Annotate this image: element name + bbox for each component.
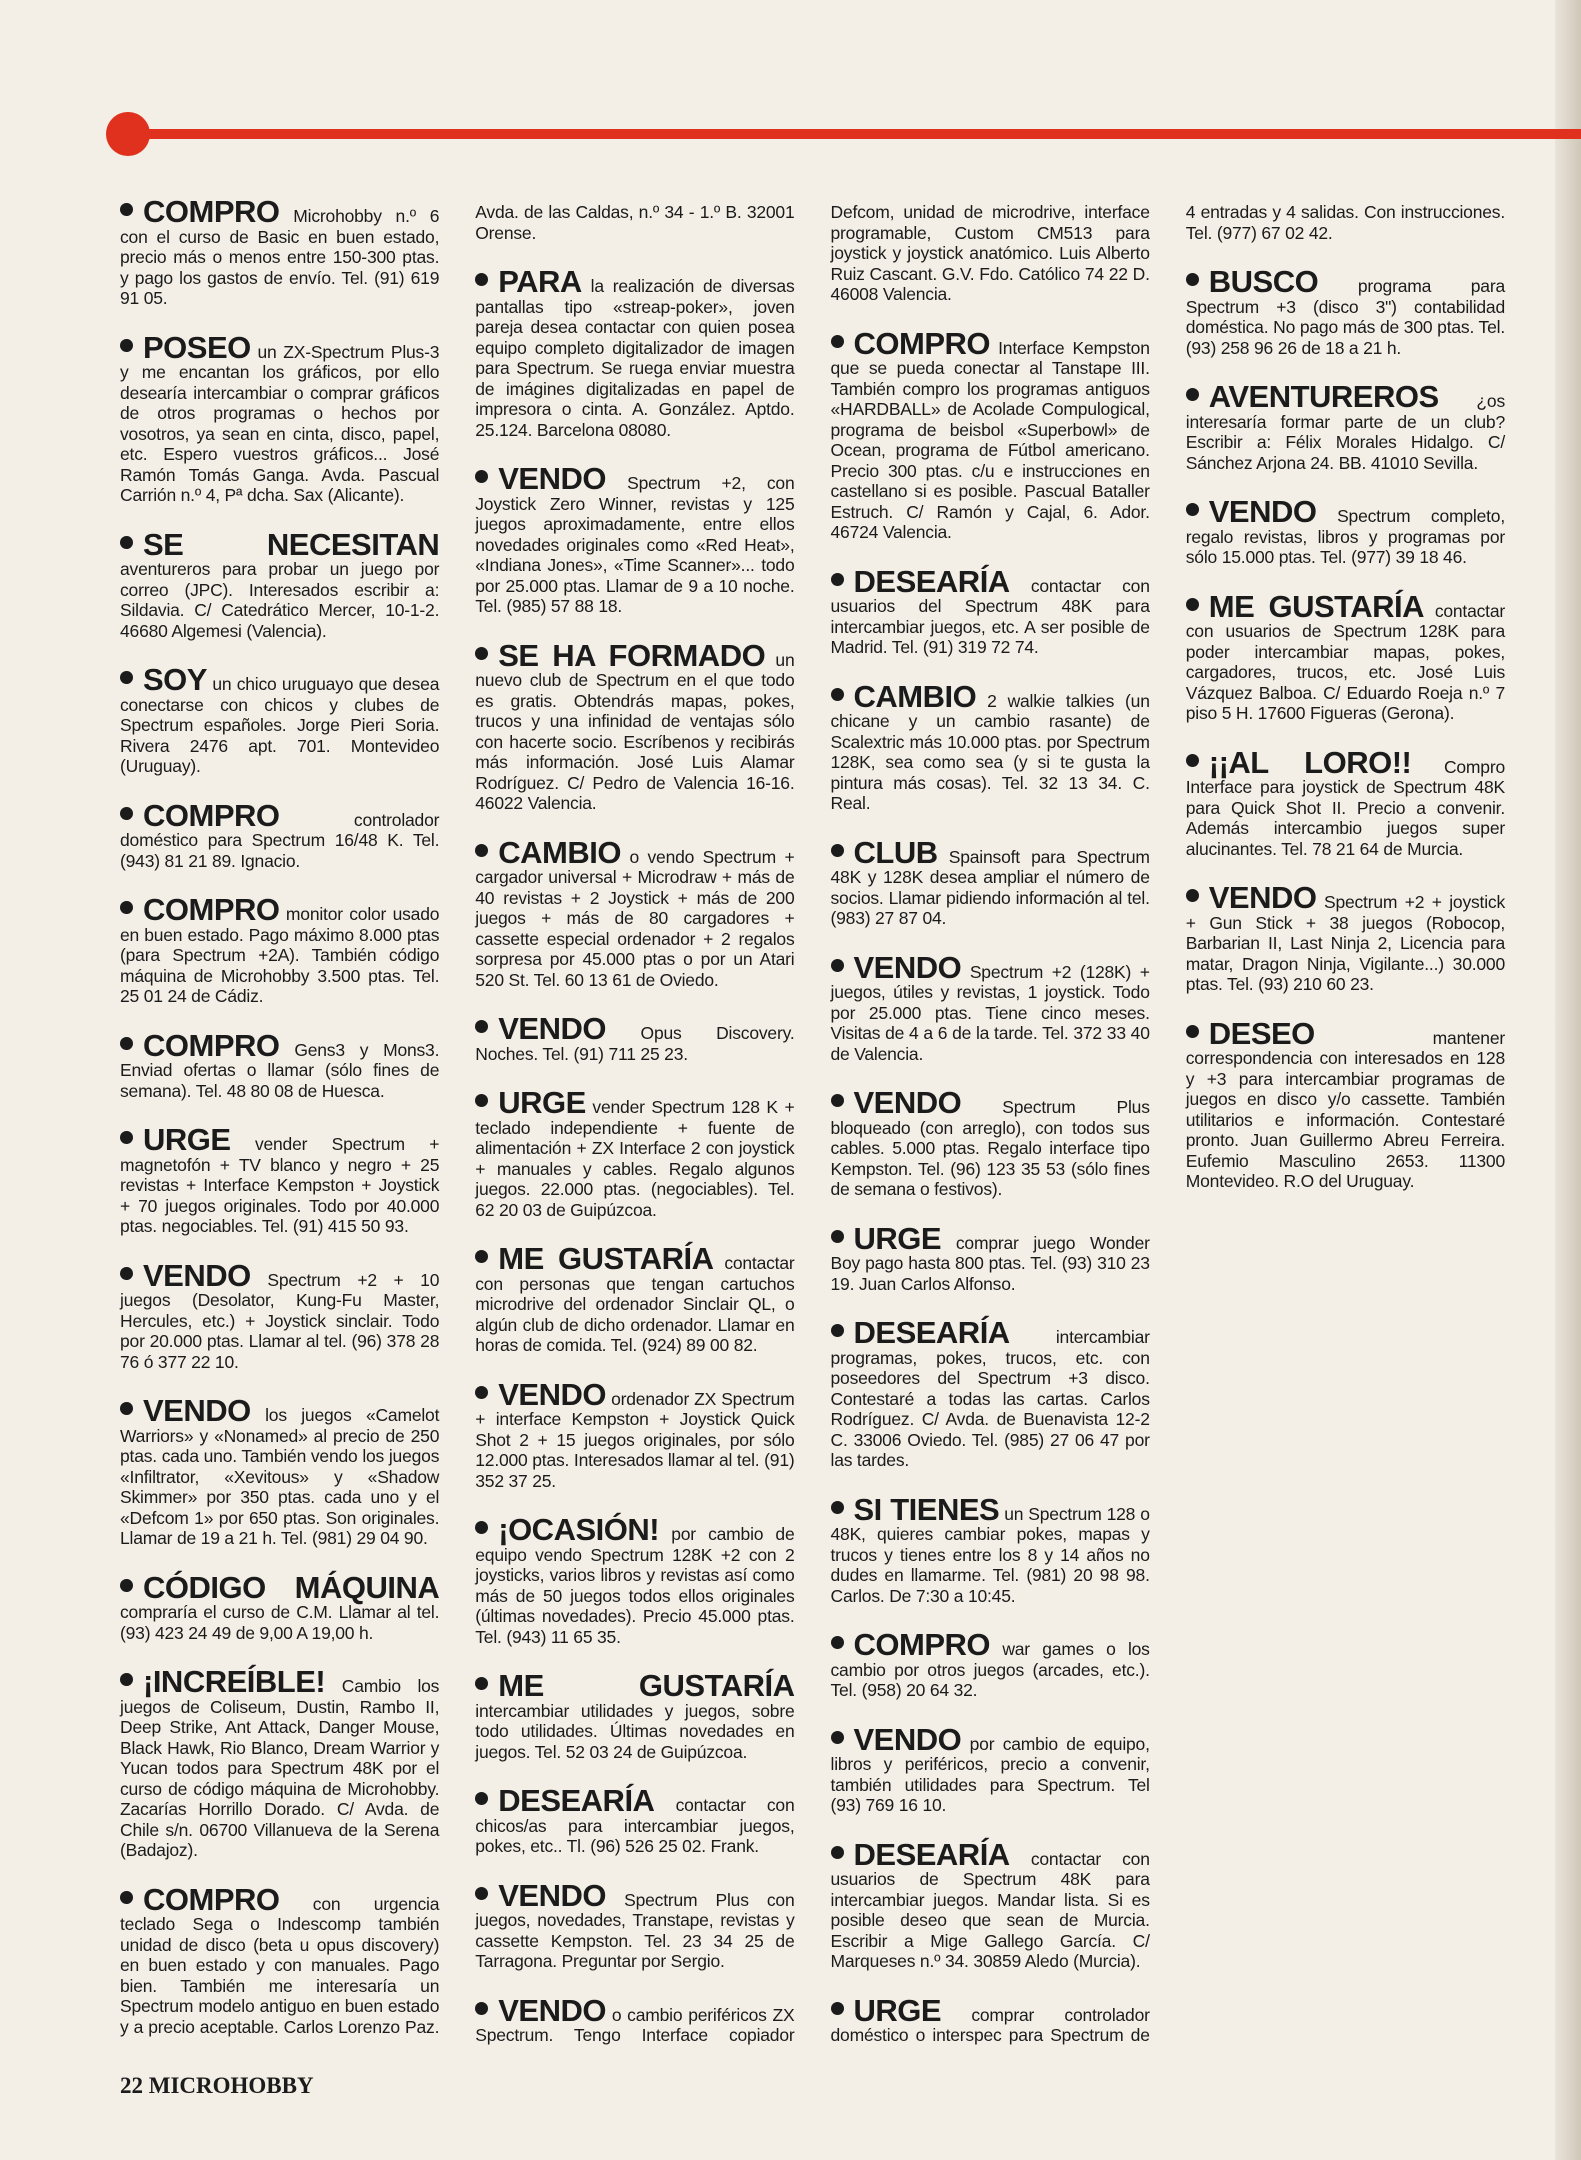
ad-keyword: POSEO bbox=[120, 330, 251, 365]
ad-keyword: VENDO bbox=[831, 1722, 962, 1757]
ad-text: monitor color usado en buen estado. Pago máximo 8.000 ptas (para Spectrum +2A). También código máquina de Microhobby 3.500 ptas. Tel. 25 01 24 de Cádiz. bbox=[120, 904, 440, 1006]
classified-ad bbox=[120, 1122, 440, 1237]
classified-ad bbox=[475, 637, 795, 814]
ad-text: o vendo Spectrum + cargador universal + Microdraw + más de 40 revistas + 2 Joystick + más de 200 juegos + más de 80 cargadores + cassette especial ordenador + 2 regalos sorpresa por 45.000 ptas o por un Atari 520 St. Tel. 60 13 61 de Oviedo. bbox=[475, 846, 795, 990]
red-bullet-decoration bbox=[106, 112, 150, 156]
ad-text: Spectrum Plus con juegos, novedades, Transtape, revistas y cassette Kempston. Tel. 23 34 25 de Tarragona. Preguntar por Sergio. bbox=[475, 1889, 795, 1971]
ad-text: un Spectrum 128 o 48K, quieres cambiar pokes, mapas y trucos y tienes entre los 8 y 14 años no dudes en llamarme. Tel. (981) 20 98 98. Carlos. De 7:30 a 10:45. bbox=[830, 1503, 1150, 1606]
classified-ad bbox=[475, 1512, 795, 1647]
ad-keyword: ¡¡AL LORO!! bbox=[1186, 745, 1412, 780]
classified-ad bbox=[830, 949, 1150, 1065]
ad-keyword: AVENTUREROS bbox=[1186, 379, 1439, 414]
ad-keyword: DESEO bbox=[1186, 1016, 1315, 1051]
ad-keyword: COMPRO bbox=[831, 326, 991, 361]
ad-keyword: VENDO bbox=[475, 1878, 606, 1913]
ad-text: comprar controlador doméstico o interspec para Spectrum de 4 entradas y 4 salidas. Con instrucciones. Tel. (977) 67 02 42. bbox=[830, 202, 1505, 2045]
classified-ad bbox=[830, 325, 1150, 543]
ad-text: intercambiar utilidades y juegos, sobre todo utilidades. Últimas novedades en juegos. Tel. 52 03 24 de Guipúzcoa. bbox=[475, 1700, 795, 1762]
classified-ad bbox=[830, 1085, 1150, 1200]
ad-keyword: SOY bbox=[120, 662, 207, 697]
ad-keyword: DESEARÍA bbox=[831, 1837, 1010, 1872]
ad-text: contactar con usuarios de Spectrum 128K para poder intercambiar mapas, pokes, cargadores, trucos, etc. José Luis Vázquez Balboa. C/ Eduardo Roeja n.º 7 piso 5 H. 17600 Figueras (Gerona). bbox=[1185, 600, 1505, 723]
ad-keyword: CAMBIO bbox=[831, 679, 977, 714]
ad-keyword: COMPRO bbox=[120, 798, 280, 833]
ad-keyword: DESEARÍA bbox=[831, 564, 1010, 599]
ad-keyword: VENDO bbox=[831, 1085, 962, 1120]
classified-ad bbox=[475, 1085, 795, 1220]
classified-ad bbox=[120, 1664, 440, 1861]
classified-ad bbox=[830, 1721, 1150, 1816]
ad-text: vender Spectrum + magnetofón + TV blanco y negro + 25 revistas + Interface Kempston + Joystick + 70 juegos originales. Todo por 40.000 ptas. negociables. Tel. (91) 415 50 93. bbox=[120, 1134, 440, 1236]
classified-ad bbox=[120, 1393, 440, 1549]
classified-ad bbox=[830, 1220, 1150, 1295]
classified-ad bbox=[1185, 379, 1505, 473]
page-edge-shadow bbox=[1555, 0, 1581, 2160]
ad-text: con urgencia teclado Sega o Indescomp también unidad de disco (beta u opus discovery) en buen estado y con manuales. Pago bien. También me interesaría un Spectrum modelo antiguo en buen estado y a precio aceptable. Carlos Lorenzo Paz. Avda. de las Caldas, n.º 34 - 1.º B. 32001 Orense. bbox=[120, 202, 795, 2037]
ad-text: por cambio de equipo vendo Spectrum 128K +2 con 2 joysticks, varios libros y revistas así como más de 50 juegos todos ellos originales (últimas novedades). Precio 45.000 ptas. Tel. (943) 11 65 35. bbox=[475, 1524, 795, 1647]
classified-ad bbox=[830, 1836, 1150, 1972]
classified-ad bbox=[830, 1315, 1150, 1471]
classified-ad bbox=[1185, 1015, 1505, 1192]
ad-text: vender Spectrum 128 K + teclado independiente + fuente de alimentación + ZX Interface 2 con joystick + manuales y cables. Regalo algunos juegos. 22.000 ptas. (negociables). Tel. 62 20 03 de Guipúzcoa. bbox=[475, 1097, 795, 1220]
ad-keyword: ME GUSTARÍA bbox=[1186, 589, 1424, 624]
classified-ad bbox=[120, 892, 440, 1007]
ad-text: Interface Kempston que se pueda conectar al Tanstape III. También compro los programas antiguos «HARDBALL» de Acolade Compulogical, programa de beisbol «Superbowl» de Ocean, programa de Fútbol americano. Precio 300 ptas. c/u e instrucciones en castellano si es posible. Pascual Bataller Estruch. C/ Ramón y Cajal, 6. Ador. 46724 Valencia. bbox=[830, 337, 1150, 542]
classified-ad bbox=[830, 1491, 1150, 1607]
ad-keyword: ME GUSTARÍA bbox=[475, 1668, 794, 1703]
classified-ad bbox=[830, 563, 1150, 658]
ad-keyword: CAMBIO bbox=[475, 835, 621, 870]
ad-keyword: ¡OCASIÓN! bbox=[475, 1512, 659, 1547]
classified-ad bbox=[120, 1027, 440, 1102]
ad-text: controlador doméstico para Spectrum 16/48 K. Tel. (943) 81 21 89. Ignacio. bbox=[120, 809, 440, 871]
ad-text: Opus Discovery. Noches. Tel. (91) 711 25 23. bbox=[475, 1023, 795, 1064]
classified-ad bbox=[120, 526, 440, 642]
classified-ad bbox=[475, 1241, 795, 1356]
ad-keyword: VENDO bbox=[475, 1011, 606, 1046]
classified-ad bbox=[475, 1011, 795, 1064]
ad-keyword: VENDO bbox=[120, 1393, 251, 1428]
ad-text: Spectrum +2, con Joystick Zero Winner, revistas y 125 juegos aproximadamente, entre ellos novedades originales como «Red Heat», «Indiana Jones», «Time Scanner»... todo por 25.000 ptas. Llamar de 9 a 10 noche. Tel. (985) 57 88 18. bbox=[475, 473, 795, 616]
ad-keyword: SI TIENES bbox=[831, 1492, 1000, 1527]
ad-keyword: ME GUSTARÍA bbox=[475, 1241, 713, 1276]
ad-keyword: VENDO bbox=[1186, 880, 1317, 915]
classified-ad bbox=[830, 834, 1150, 929]
classified-ad bbox=[120, 797, 440, 872]
classified-ad bbox=[1185, 264, 1505, 358]
ad-text: programa para Spectrum +3 (disco 3") contabilidad doméstica. No pago más de 300 ptas. Tel. (93) 258 96 26 de 18 a 21 h. bbox=[1185, 276, 1505, 358]
ad-keyword: VENDO bbox=[475, 1993, 606, 2028]
classified-ad bbox=[475, 834, 795, 991]
ad-text: aventureros para probar un juego por correo (JPC). Interesados escribir a: Sildavia. C/ Catedrático Mercer, 10-1-2. 46680 Algemesi (Valencia). bbox=[120, 559, 440, 641]
classified-ad bbox=[1185, 880, 1505, 995]
ad-text: la realización de diversas pantallas tipo «streap-poker», joven pareja desea contactar con quien posea equipo completo digitalizador de imagen para Spectrum. Se ruega enviar muestra de imágines digitalizadas en papel de impresora o cinta. A. González. Aptdo. 25.124. Barcelona 08080. bbox=[475, 276, 795, 440]
ad-keyword: DESEARÍA bbox=[475, 1783, 654, 1818]
ad-text: por cambio de equipo, libros y periféricos, precio a convenir, también utilidades para Spectrum. Tel (93) 769 16 10. bbox=[830, 1733, 1150, 1815]
classified-ad bbox=[475, 1668, 795, 1762]
ad-keyword: URGE bbox=[120, 1122, 231, 1157]
ad-text: mantener correspondencia con interesados en 128 y +3 para intercambiar programas de juegos en disco y/o cassette. También utilitarios e información. Contestaré pronto. Juan Guillermo Abreu Ferreira. Eufemio Masculino 2653. 11300 Montevideo. R.O del Uruguay. bbox=[1185, 1027, 1505, 1191]
ad-text: contactar con usuarios de Spectrum 48K para intercambiar juegos. Mandar lista. Si es posible deseo que sean de Murcia. Escribir a Mige Gallego García. C/ Marqueses n.º 34. 30859 Aledo (Murcia). bbox=[830, 1848, 1150, 1971]
classified-ad bbox=[1185, 588, 1505, 724]
classified-ad bbox=[120, 662, 440, 777]
ad-text: contactar con personas que tengan cartuchos microdrive del ordenador Sinclair QL, o algún club de dicho ordenador. Llamar en horas de comida. Tel. (924) 89 00 82. bbox=[475, 1253, 795, 1355]
classified-ads-columns bbox=[120, 194, 1505, 2062]
ad-keyword: CÓDIGO MÁQUINA bbox=[120, 1570, 439, 1605]
classified-ad bbox=[120, 329, 440, 506]
ad-text: o cambio periféricos ZX Spectrum. Tengo Interface copiador Defcom, unidad de microdrive, interface programable, Custom CM513 para joystick y joystick anatómico. Luis Alberto Ruiz Cascant. G.V. Fdo. Católico 74 22 D. 46008 Valencia. bbox=[475, 202, 1150, 2045]
ad-text: 2 walkie talkies (un chicane y un cambio rasante) de Scalextric más 10.000 ptas. por Spectrum 128K, sea como sea (y si te gusta la pintura más cosas). Tel. 32 13 34. C. Real. bbox=[830, 690, 1150, 813]
classified-ad bbox=[475, 1376, 795, 1492]
ad-text: Cambio los juegos de Coliseum, Dustin, Rambo II, Deep Strike, Ant Attack, Danger Mouse, Black Hawk, Rio Blanco, Dream Warrior y Yucan todos para Spectrum 48K por el curso de código máquina de Microhobby. Zacarías Horrillo Dorado. C/ Avda. de Chile s/n. 06700 Villanueva de la Serena (Badajoz). bbox=[120, 1676, 440, 1860]
ad-keyword: BUSCO bbox=[1186, 264, 1318, 299]
ad-text: contactar con chicos/as para intercambiar juegos, pokes, etc.. Tl. (96) 526 25 02. Frank. bbox=[475, 1795, 795, 1856]
ad-keyword: SE NECESITAN bbox=[120, 527, 439, 562]
ad-keyword: COMPRO bbox=[120, 194, 280, 229]
ad-text: Spectrum Plus bloqueado (con arreglo), con todos sus cables. 5.000 ptas. Regalo interface tipo Kempston. Tel. (96) 123 35 53 (sólo fines de semana o festivos). bbox=[830, 1097, 1150, 1199]
ad-keyword: VENDO bbox=[475, 1377, 606, 1412]
page-footer: 22 MICROHOBBY bbox=[120, 2073, 314, 2098]
ad-keyword: SE HA FORMADO bbox=[475, 638, 765, 673]
ad-text: Spainsoft para Spectrum 48K y 128K desea ampliar el número de socios. Llamar pidiendo información al tel. (983) 27 87 04. bbox=[830, 846, 1150, 928]
ad-text: un chico uruguayo que desea conectarse con chicos y clubes de Spectrum españoles. Jorge Pieri Soria. Rivera 2476 apt. 701. Montevideo (Uruguay). bbox=[120, 674, 440, 776]
ad-text: Spectrum +2 + 10 juegos (Desolator, Kung-Fu Master, Hercules, etc.) + Joystick sinclair. Todo por 20.000 ptas. Llamar al tel. (96) 378 28 76 ó 377 22 10. bbox=[120, 1269, 440, 1372]
ad-text: contactar con usuarios del Spectrum 48K para intercambiar juegos, etc. A ser posible de Madrid. Tel. (91) 319 72 74. bbox=[830, 575, 1150, 657]
ad-text: Spectrum completo, regalo revistas, libros y programas por sólo 15.000 ptas. Tel. (977) 39 18 46. bbox=[1185, 506, 1505, 567]
ad-text: Spectrum +2 (128K) + juegos, útiles y revistas, 1 joystick. Todo por 25.000 ptas. Tiene cinco meses. Visitas de 4 a 6 de la tarde. Tel. 372 33 40 de Valencia. bbox=[830, 961, 1150, 1064]
classified-ad bbox=[120, 194, 440, 309]
classified-ad bbox=[1185, 744, 1505, 860]
ad-keyword: URGE bbox=[831, 1993, 942, 2028]
ad-keyword: URGE bbox=[475, 1085, 586, 1120]
classified-ad bbox=[830, 678, 1150, 814]
ad-keyword: CLUB bbox=[831, 835, 938, 870]
ad-text: ordenador ZX Spectrum + interface Kempston + Joystick Quick Shot 2 + 15 juegos originales, por sólo 12.000 ptas. Interesados llamar al tel. (91) 352 37 25. bbox=[475, 1388, 795, 1491]
ad-keyword: PARA bbox=[475, 264, 582, 299]
classified-ad bbox=[475, 1783, 795, 1857]
classified-ad bbox=[830, 1627, 1150, 1701]
classified-ad bbox=[475, 1877, 795, 1972]
ad-keyword: COMPRO bbox=[120, 1882, 280, 1917]
ad-keyword: VENDO bbox=[475, 461, 606, 496]
ad-text: un ZX-Spectrum Plus-3 y me encantan los gráficos, por ello desearía intercambiar o comprar gráficos de otros programas o hechos por vosotros, ya sean en cinta, disco, papel, etc. Espero vuestros gráficos... José Ramón Tomás Ganga. Avda. Pascual Carrión n.º 4, Pª dcha. Sax (Alicante). bbox=[120, 341, 440, 505]
ad-text: comprar juego Wonder Boy pago hasta 800 ptas. Tel. (93) 310 23 19. Juan Carlos Alfonso. bbox=[830, 1232, 1150, 1294]
ad-keyword: ¡INCREÍBLE! bbox=[120, 1664, 325, 1699]
ad-keyword: COMPRO bbox=[831, 1627, 991, 1662]
ad-text: ¿os interesaría formar parte de un club? Escribir a: Félix Morales Hidalgo. C/ Sánchez Arjona 24. BB. 41010 Sevilla. bbox=[1185, 391, 1505, 473]
ad-text: un nuevo club de Spectrum en el que todo es gratis. Obtendrás mapas, pokes, trucos y una infinidad de ventajas sólo con hacerte socio. Escríbenos y recibirás más información. José Luis Alamar Rodríguez. C/ Pedro de Valencia 16-16. 46022 Valencia. bbox=[475, 649, 795, 813]
ad-keyword: VENDO bbox=[120, 1258, 251, 1293]
ad-keyword: DESEARÍA bbox=[831, 1315, 1010, 1350]
ad-text: Compro Interface para joystick de Spectrum 48K para Quick Shot II. Precio a convenir. Además intercambio juegos super alucinantes. Tel. 78 21 64 de Murcia. bbox=[1185, 756, 1505, 859]
ad-keyword: VENDO bbox=[831, 950, 962, 985]
ad-keyword: VENDO bbox=[1186, 494, 1317, 529]
red-rule bbox=[128, 129, 1581, 139]
classified-ad bbox=[1185, 494, 1505, 568]
classified-ad bbox=[120, 1257, 440, 1373]
ad-keyword: URGE bbox=[831, 1221, 942, 1256]
classified-ad bbox=[475, 264, 795, 440]
ad-text: Gens3 y Mons3. Enviad ofertas o llamar (sólo fines de semana). Tel. 48 80 08 de Huesca. bbox=[120, 1039, 440, 1101]
ad-text: intercambiar programas, pokes, trucos, etc. con poseedores del Spectrum +3 disco. Contestaré a todas las cartas. Carlos Rodríguez. C/ Avda. de Buenavista 12-2 C. 33006 Oviedo. Tel. (985) 27 06 47 por las tardes. bbox=[830, 1327, 1150, 1470]
ad-keyword: COMPRO bbox=[120, 892, 280, 927]
ad-keyword: COMPRO bbox=[120, 1028, 280, 1063]
ad-text: Spectrum +2 + joystick + Gun Stick + 38 juegos (Robocop, Barbarian II, Last Ninja 2, Licencia para matar, Dragon Ninja, Vigilante...) 30.000 ptas. Tel. (93) 210 60 23. bbox=[1185, 892, 1505, 994]
classified-ad bbox=[120, 1569, 440, 1644]
ad-text: war games o los cambio por otros juegos (arcades, etc.). Tel. (958) 20 64 32. bbox=[830, 1639, 1150, 1700]
ad-text: compraría el curso de C.M. Llamar al tel. (93) 423 24 49 de 9,00 A 19,00 h. bbox=[120, 1602, 440, 1643]
classified-ad bbox=[475, 461, 795, 617]
ad-text: Microhobby n.º 6 con el curso de Basic en buen estado, precio más o menos entre 150-300 ptas. y pago los gastos de envío. Tel. (91) 619 91 05. bbox=[120, 206, 440, 308]
ad-text: los juegos «Camelot Warriors» y «Nonamed» al precio de 250 ptas. cada uno. También vendo los juegos «Infiltrator, «Xevitous» y «Shadow Skimmer» por 350 ptas. cada uno y el «Defcom 1» por 650 ptas. Son originales. Llamar de 19 a 21 h. Tel. (981) 29 04 90. bbox=[120, 1405, 440, 1548]
